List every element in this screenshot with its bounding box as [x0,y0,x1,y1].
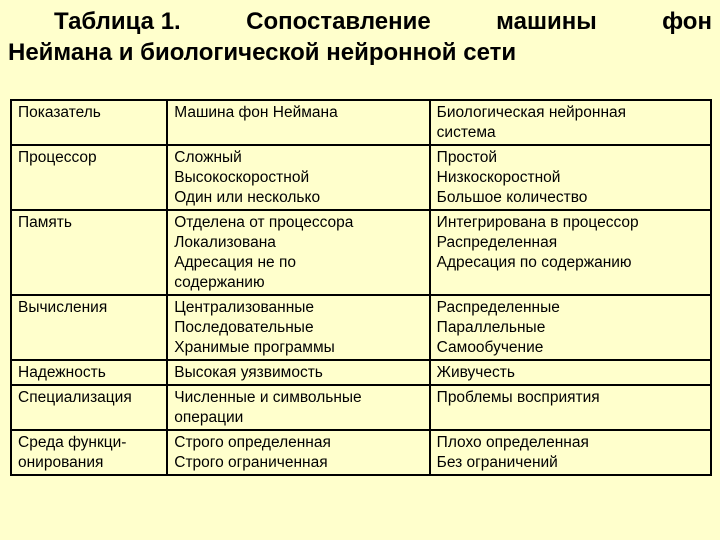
cell-line: Большое количество [436,189,588,206]
cell-line: операции [174,409,244,426]
cell-line: Адресация по содержанию [436,254,632,271]
table-cell-biological [430,100,711,145]
cell-line: Биологическая нейронная [436,104,627,121]
cell-line: Проблемы восприятия [436,389,600,406]
cell-line: Надежность [18,364,106,381]
cell-line: Вычисления [18,299,108,316]
table-cell-biological [430,295,711,360]
cell-line: Среда функци- [18,434,127,451]
title-word: Таблица 1. [54,8,181,35]
cell-line: система [436,124,496,141]
table-row [11,430,711,475]
cell-line: Распределенные [436,299,560,316]
cell-line: Показатель [18,104,101,121]
table-row [11,360,711,385]
table-cell-indicator [11,360,167,385]
cell-line: Численные и символьные [174,389,362,406]
table-cell-indicator [11,430,167,475]
cell-line: Плохо определенная [436,434,589,451]
table-cell-indicator [11,295,167,360]
cell-line: Самообучение [436,339,544,356]
table-cell-von-neumann [167,145,429,210]
table-row [11,385,711,430]
table-cell-indicator [11,210,167,295]
comparison-table [10,99,712,476]
table-cell-von-neumann [167,360,429,385]
cell-line: Адресация не по [174,254,296,271]
title-line-1 [8,6,712,37]
cell-line: Отделена от процессора [174,214,354,231]
title-word: Сопоставление [246,8,431,35]
cell-line: Строго определенная [174,434,331,451]
comparison-table-body [11,100,711,475]
cell-line: Хранимые программы [174,339,335,356]
cell-line: Строго ограниченная [174,454,328,471]
cell-line: Без ограничений [436,454,558,471]
cell-line: Память [18,214,72,231]
cell-line: Локализована [174,234,276,251]
page-title [8,6,712,68]
cell-line: Высокоскоростной [174,169,310,186]
table-row [11,100,711,145]
cell-line: Параллельные [436,319,546,336]
table-cell-indicator [11,385,167,430]
table-row [11,210,711,295]
table-cell-indicator [11,100,167,145]
cell-line: Машина фон Неймана [174,104,338,121]
cell-line: Простой [436,149,498,166]
table-cell-indicator [11,145,167,210]
table-cell-biological [430,360,711,385]
table-cell-von-neumann [167,210,429,295]
cell-line: онирования [18,454,104,471]
table-cell-biological [430,145,711,210]
cell-line: Высокая уязвимость [174,364,323,381]
cell-line: содержанию [174,274,265,291]
table-row [11,145,711,210]
table-cell-biological [430,385,711,430]
table-cell-von-neumann [167,430,429,475]
title-line-2: Неймана и биологической нейронной сети [8,39,517,66]
table-cell-biological [430,210,711,295]
cell-line: Один или несколько [174,189,321,206]
cell-line: Централизованные [174,299,315,316]
cell-line: Распределенная [436,234,558,251]
cell-line: Интегрирована в процессор [436,214,639,231]
cell-line: Низкоскоростной [436,169,561,186]
table-cell-von-neumann [167,100,429,145]
cell-line: Процессор [18,149,97,166]
cell-line: Последовательные [174,319,314,336]
table-row [11,295,711,360]
cell-line: Сложный [174,149,242,166]
title-word: машины [496,8,597,35]
cell-line: Специализация [18,389,132,406]
title-word: фон [662,8,712,35]
cell-line: Живучесть [436,364,515,381]
table-cell-von-neumann [167,385,429,430]
table-cell-von-neumann [167,295,429,360]
table-cell-biological [430,430,711,475]
